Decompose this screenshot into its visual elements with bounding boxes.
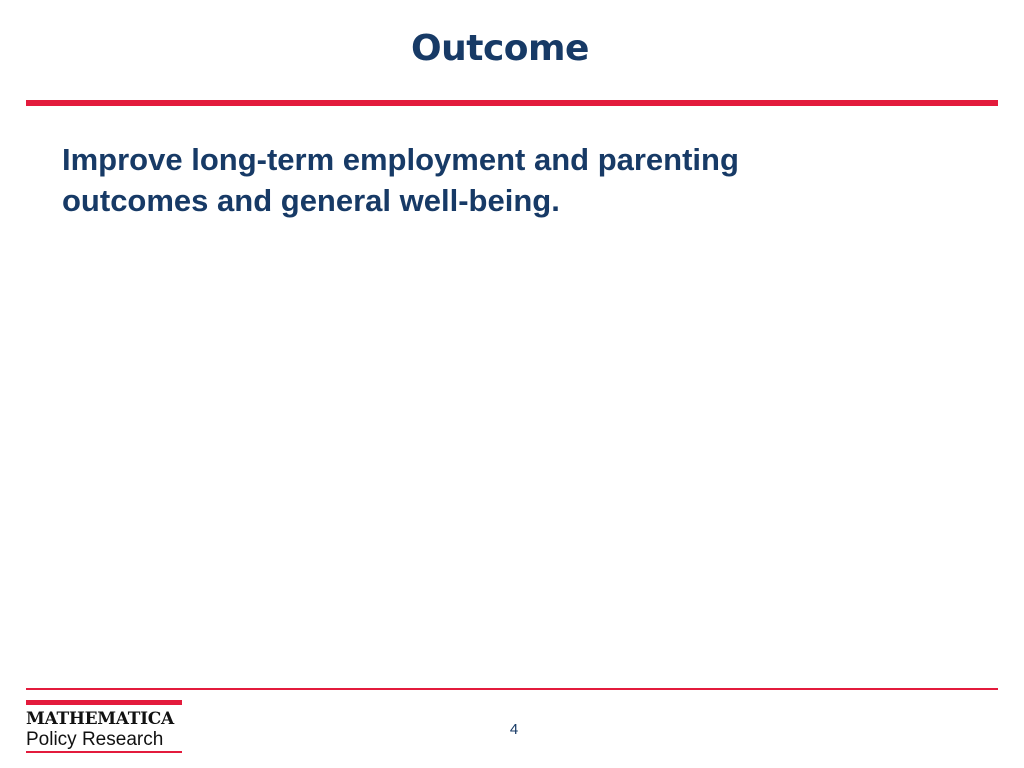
logo-wordmark: MATHEMATICA — [26, 709, 174, 729]
footer-divider — [26, 688, 998, 690]
logo-tagline: Policy Research — [26, 729, 164, 750]
title-divider — [26, 100, 998, 106]
page-number: 4 — [509, 721, 519, 738]
logo-top-bar — [26, 700, 182, 705]
slide-title: Outcome — [411, 28, 589, 69]
mathematica-logo — [26, 700, 182, 754]
logo-bottom-bar — [26, 751, 182, 753]
body-line-2: outcomes and general well-being. — [62, 183, 560, 218]
slide-body-text — [62, 139, 862, 221]
body-line-1: Improve long-term employment and parenting — [62, 142, 739, 177]
